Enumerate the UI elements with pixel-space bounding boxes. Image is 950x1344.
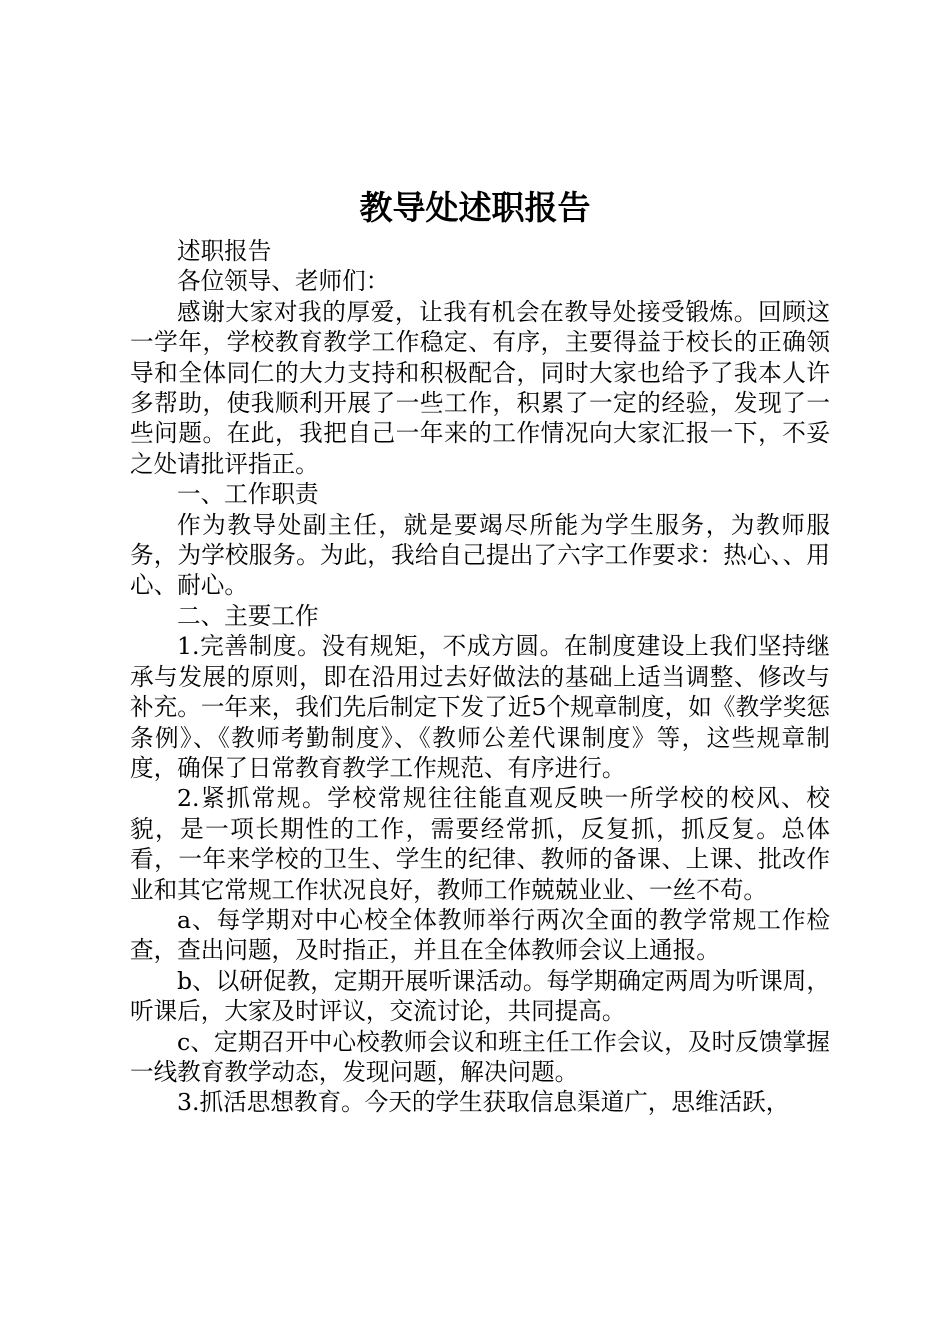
paragraph-intro: 感谢大家对我的厚爱，让我有机会在教导处接受锻炼。回顾这一学年，学校教育教学工作稳定、有序，主要得益于校长的正确领导和全体同仁的大力支持和积极配合，同时大家也给予了我本人许多帮助，使我顺利开展了一些工作，积累了一定的经验，发现了一些问题。在此，我把自己一年来的工作情况向大家汇报一下，不妥之处请批评指正。 (130, 297, 830, 478)
document-body (130, 236, 830, 1118)
paragraph-report-label: 述职报告 (177, 237, 272, 265)
paragraph-sub-b: b、以研促教，定期开展听课活动。每学期确定两周为听课周，听课后，大家及时评议，交流讨论，共同提高。 (130, 966, 830, 1026)
document-title: 教导处述职报告 (359, 188, 591, 227)
section-heading-main-work: 二、主要工作 (177, 601, 319, 630)
paragraph-item-1: 1.完善制度。没有规矩，不成方圆。在制度建设上我们坚持继承与发展的原则，即在沿用过去好做法的基础上适当调整、修改与补充。一年来，我们先后制定下发了近5个规章制度，如《教学奖惩条例》、《教师考勤制度》、《教师公差代课制度》等，这些规章制度，确保了日常教育教学工作规范、有序进行。 (130, 632, 830, 782)
paragraph-duties: 作为教导处副主任，就是要竭尽所能为学生服务，为教师服务，为学校服务。为此，我给自己提出了六字工作要求：热心、、用心、耐心。 (130, 510, 830, 600)
paragraph-sub-a: a、每学期对中心校全体教师举行两次全面的教学常规工作检查，查出问题，及时指正，并且在全体教师会议上通报。 (130, 905, 830, 965)
paragraph-item-2: 2.紧抓常规。学校常规往往能直观反映一所学校的校风、校貌，是一项长期性的工作，需要经常抓，反复抓，抓反复。总体看，一年来学校的卫生、学生的纪律、教师的备课、上课、批改作业和其它常规工作状况良好，教师工作兢兢业业、一丝不苟。 (130, 784, 830, 904)
paragraph-item-3: 3.抓活思想教育。今天的学生获取信息渠道广，思维活跃， (177, 1088, 790, 1117)
paragraph-sub-c: c、定期召开中心校教师会议和班主任工作会议，及时反馈掌握一线教育教学动态，发现问题，解决问题。 (130, 1027, 830, 1086)
paragraph-salutation: 各位领导、老师们： (177, 267, 390, 296)
section-heading-duties: 一、工作职责 (177, 480, 319, 509)
